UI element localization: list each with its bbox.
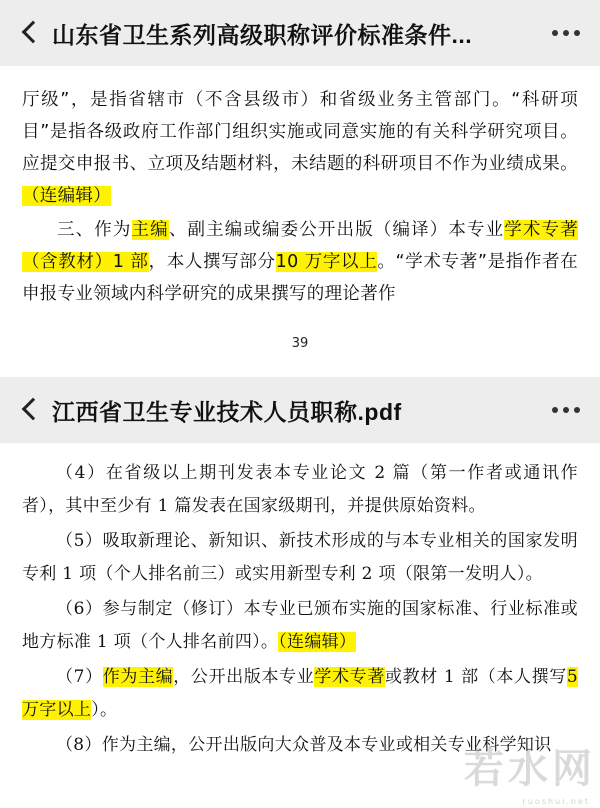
document-card-shandong	[0, 0, 600, 351]
text-run: 。“学术专著”是指作者在申报专业领域内科学研究的成果撰写的理论著作	[22, 252, 578, 304]
text-run: （4）在省级以上期刊发表本专业论文 2 篇（第一作者或通讯作者），其中至少有 1 篇发表在国家级期刊，并提供原始资料。	[22, 463, 578, 516]
text-run: ，本人撰写部分	[148, 252, 276, 272]
text-run: （5）吸取新理论、新知识、新技术形成的与本专业相关的国家发明专利 1 项（个人排名前三）或实用新型专利 2 项（限第一发明人）。	[22, 531, 578, 584]
document-header	[0, 0, 600, 66]
text-run: 或教材 1 部（本人撰写	[384, 667, 567, 687]
paragraph	[22, 593, 578, 659]
page-title: 山东省卫生系列高级职称评价标准条件...	[52, 21, 473, 48]
highlighted-text-run: 主编	[131, 220, 169, 240]
paragraph	[22, 84, 578, 212]
watermark-subtext: ruoshui.net	[522, 797, 590, 806]
highlighted-text-run: 学术专著	[314, 667, 385, 687]
document-body	[0, 443, 600, 762]
text-run: 厅级”，是指省辖市（不含县级市）和省级业务主管部门。“科研项目”是指各级政府工作部门组织实施或同意实施的有关科学研究项目。应提交申报书、立项及结题材料，未结题的科研项目不作为业绩成果。	[22, 90, 578, 174]
highlighted-text-run: 作为主编	[102, 667, 174, 687]
more-options-icon[interactable]	[546, 13, 586, 53]
text-run: ）。	[91, 700, 118, 720]
chevron-left-icon[interactable]	[14, 13, 48, 53]
text-run: （7）	[56, 667, 103, 687]
text-run: 三、作为	[57, 220, 132, 240]
paragraph	[22, 525, 578, 591]
document-card-jiangxi	[0, 377, 600, 762]
highlighted-text-run: （连编辑）	[22, 186, 111, 206]
page-title: 江西省卫生专业技术人员职称.pdf	[52, 398, 402, 425]
highlighted-text-run: 10 万字以上	[275, 252, 378, 272]
text-run: ，公开出版本专业	[173, 667, 315, 687]
document-header	[0, 377, 600, 443]
paragraph	[22, 214, 578, 310]
watermark: 若水网	[464, 745, 596, 792]
highlighted-text-run: 学术专著（含教材）1 部	[22, 220, 578, 272]
document-body	[0, 66, 600, 351]
text-run: （6）参与制定（修订）本专业已颁布实施的国家标准、行业标准或地方标准 1 项（个人排名前四）。	[22, 599, 578, 652]
more-options-icon[interactable]	[546, 390, 586, 430]
chevron-left-icon[interactable]	[14, 390, 48, 430]
text-run: 、副主编或编委公开出版（编译）本专业	[168, 220, 505, 240]
card-divider	[0, 361, 600, 377]
paragraph	[22, 729, 578, 762]
text-run: （8）作为主编，公开出版向大众普及本专业或相关专业科学知识	[56, 735, 552, 755]
highlighted-text-run: （连编辑）	[278, 632, 357, 652]
page-number: 39	[291, 336, 309, 351]
paragraph	[22, 457, 578, 523]
paragraph	[22, 661, 578, 727]
highlighted-text-run: 5 万字以上	[22, 667, 579, 720]
